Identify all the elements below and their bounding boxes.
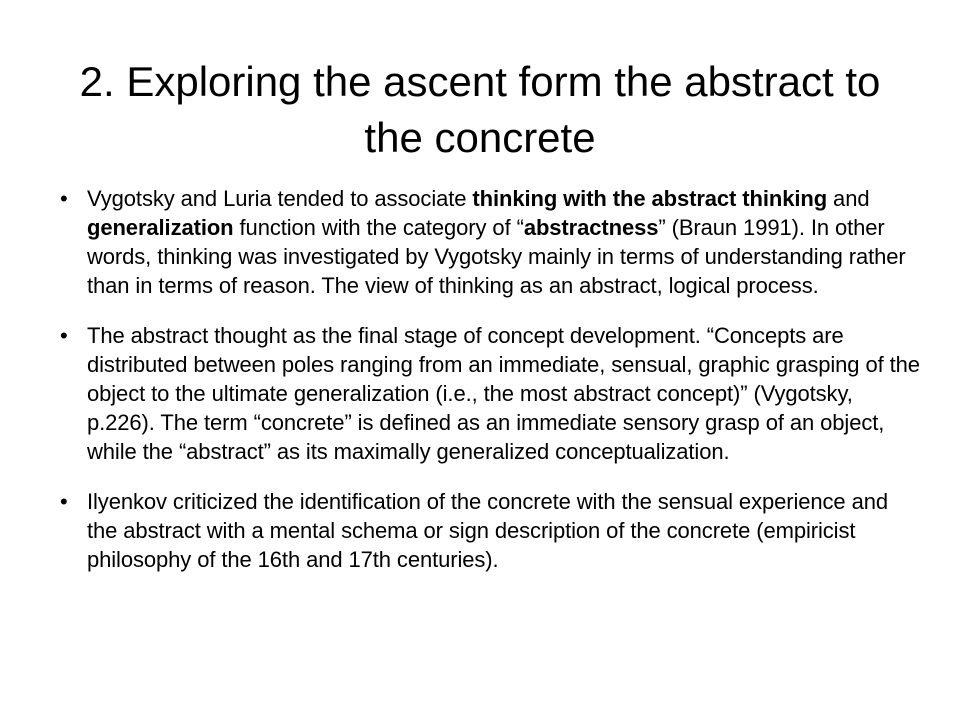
bullet-item	[60, 487, 920, 574]
text-segment: function with the category of “	[233, 215, 524, 240]
bold-text-segment: generalization	[87, 215, 234, 240]
bullet-dot-icon: •	[60, 186, 68, 211]
text-segment: ” (Braun 1991). In other words, thinking was investigated by Vygotsky mainly in terms of understanding rather than in terms of reason. The view of thinking as an abstract, logical process.	[87, 215, 906, 298]
bold-text-segment: thinking with the abstract thinking	[472, 186, 828, 211]
bullet-dot-icon: •	[60, 489, 68, 514]
slide-title: 2. Exploring the ascent form the abstract to the concrete	[79, 58, 881, 161]
bold-text-segment: abstractness	[523, 215, 659, 240]
text-segment: and	[827, 186, 870, 211]
bullet-item	[60, 321, 920, 466]
bullet-item	[60, 184, 920, 300]
bullet-list	[60, 184, 920, 595]
bullet-dot-icon: •	[60, 323, 68, 348]
bullet-text	[87, 323, 920, 464]
text-segment: The abstract thought as the final stage of concept development. “Concepts are distributed between poles ranging from an immediate, sensual, graphic grasping of the object to the ultimate generalization (i.e., the most abstract concept)” (Vygotsky, p.226). The term “concrete” is defined as an immediate sensory grasp of an object, while the “abstract” as its maximally generalized conceptualization.	[87, 323, 920, 464]
text-segment: Vygotsky and Luria tended to associate	[87, 186, 473, 211]
bullet-text	[87, 186, 906, 298]
text-segment: Ilyenkov criticized the identification of the concrete with the sensual experience and the abstract with a mental schema or sign description of the concrete (empiricist philosophy of the 16th and 17th centuries).	[87, 489, 888, 572]
bullet-text	[87, 489, 888, 572]
